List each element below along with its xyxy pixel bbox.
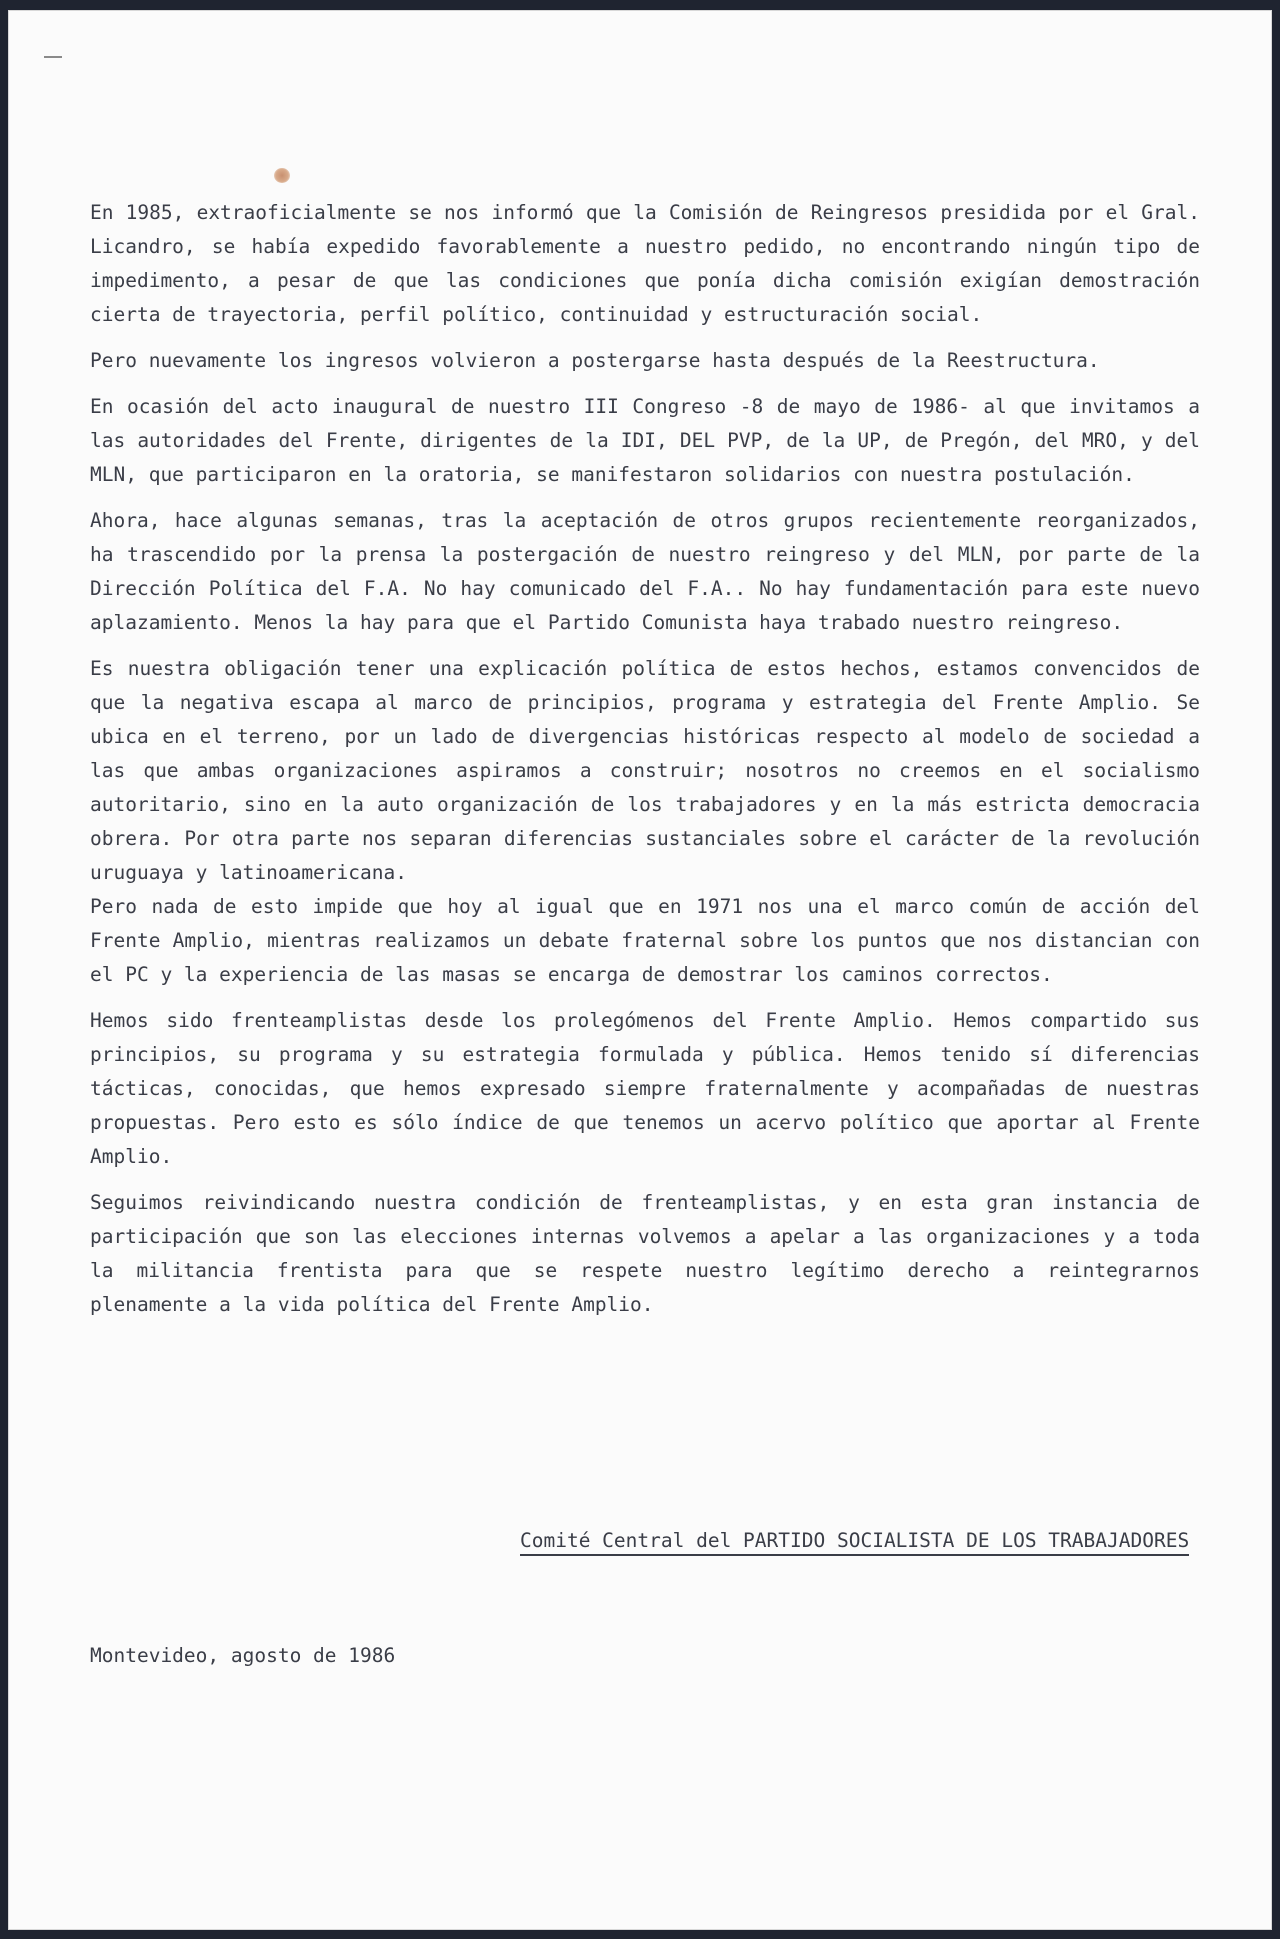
paper-stain [274,168,290,183]
paragraph-5: Es nuestra obligación tener una explicación política de estos hechos, estamos convencidos de que la negativa escapa al marco de principios, programa y estrategia del Frente Amplio. Se ubica en el terreno, por un lado de divergencias históricas respecto al modelo de sociedad a las que ambas organizaciones aspiramos a construir; nosotros no creemos en el socialismo autoritario, sino en la auto organización de los trabajadores y en la más estricta democracia obrera. Por otra parte nos separan diferencias sustanciales sobre el carácter de la revolución uruguaya y latinoamericana. [90,657,1200,884]
paragraph-3: En ocasión del acto inaugural de nuestro III Congreso -8 de mayo de 1986- al que invitamos a las autoridades del Frente, dirigentes de la IDI, DEL PVP, de la UP, de Pregón, del MRO, y del MLN, que participaron en la oratoria, se manifestaron solidarios con nuestra postulación. [90,395,1200,486]
paragraph-6: Pero nada de esto impide que hoy al igual que en 1971 nos una el marco común de acción del Frente Amplio, mientras realizamos un debate fraternal sobre los puntos que nos distancian con el PC y la experiencia de las masas se encarga de demostrar los caminos correctos. [90,895,1200,986]
document-page [8,10,1272,1930]
paragraph-1: En 1985, extraoficialmente se nos informó que la Comisión de Reingresos presidida por el Gral. Licandro, se había expedido favorablemente a nuestro pedido, no encontrando ningún tipo de impedimento, a pesar de que las condiciones que ponía dicha comisión exigían demostración cierta de trayectoria, perfil político, continuidad y estructuración social. [90,201,1200,326]
place-and-date: Montevideo, agosto de 1986 [90,1644,396,1667]
paragraph-8: Seguimos reivindicando nuestra condición de frenteamplistas, y en esta gran instancia de participación que son las elecciones internas volvemos a apelar a las organizaciones y a toda la militancia frentista para que se respete nuestro legítimo derecho a reintegrarnos plenamente a la vida política del Frente Amplio. [90,1191,1200,1316]
paragraph-7: Hemos sido frenteamplistas desde los prolegómenos del Frente Amplio. Hemos compartido sus principios, su programa y su estrategia formulada y pública. Hemos tenido sí diferencias tácticas, conocidas, que hemos expresado siempre fraternalmente y acompañadas de nuestras propuestas. Pero esto es sólo índice de que tenemos un acervo político que aportar al Frente Amplio. [90,1009,1200,1168]
paragraph-2: Pero nuevamente los ingresos volvieron a postergarse hasta después de la Reestructura. [90,349,1100,372]
signature: Comité Central del PARTIDO SOCIALISTA DE LOS TRABAJADORES [520,1529,1189,1556]
paragraph-4: Ahora, hace algunas semanas, tras la aceptación de otros grupos recientemente reorganizados, ha trascendido por la prensa la postergación de nuestro reingreso y del MLN, por parte de la Dirección Política del F.A. No hay comunicado del F.A.. No hay fundamentación para este nuevo aplazamiento. Menos la hay para que el Partido Comunista haya trabado nuestro reingreso. [90,509,1200,634]
stray-mark [44,56,62,58]
letter-body [90,196,1200,1334]
